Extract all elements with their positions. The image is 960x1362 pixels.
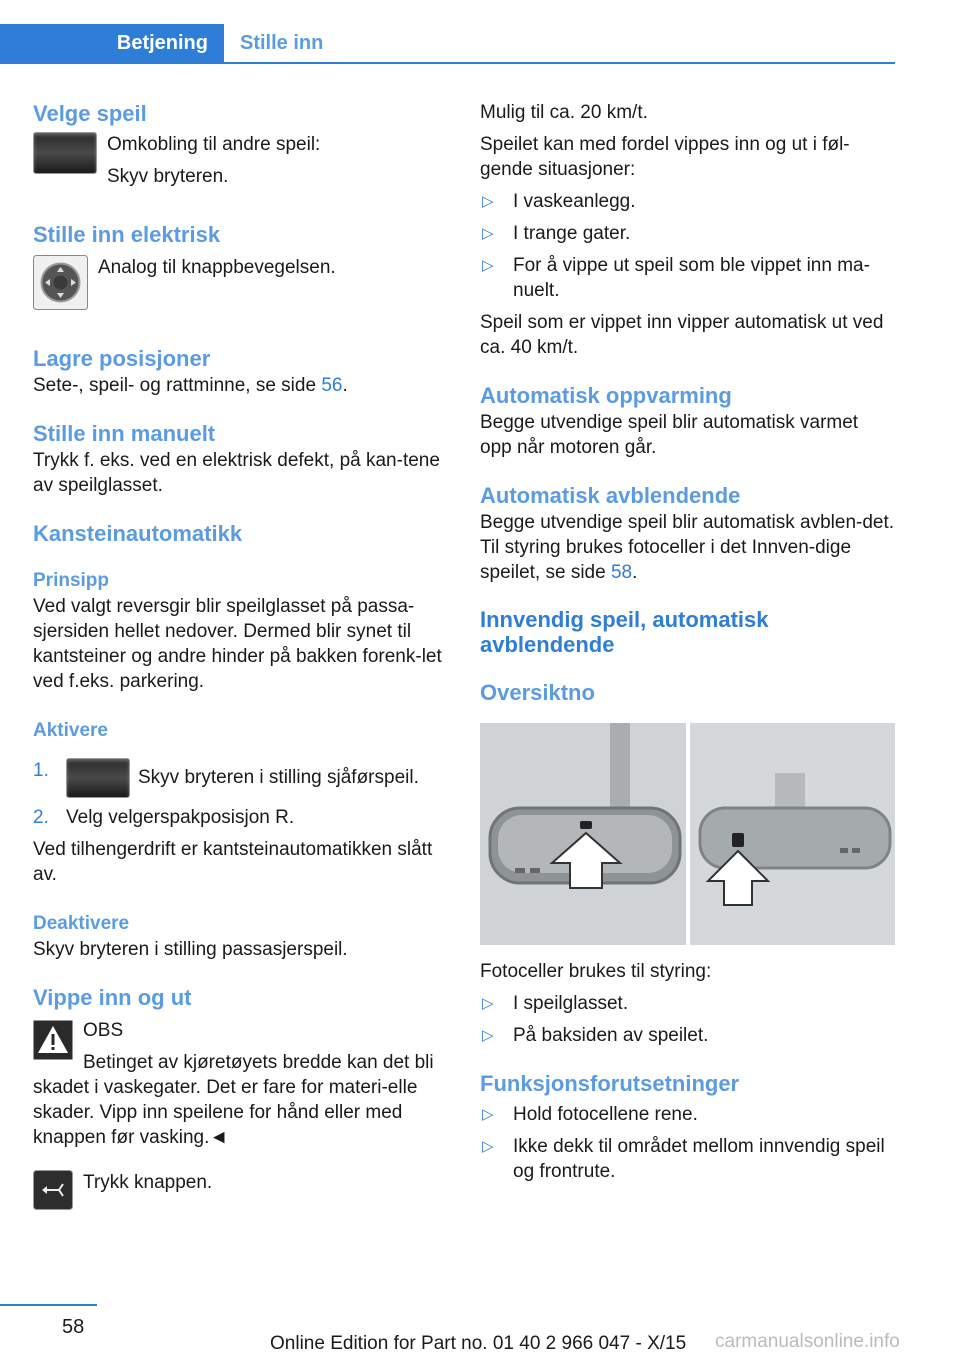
velge-speil-text-1: Omkobling til andre speil:	[107, 134, 321, 155]
automatisk-avblendende-heading: Automatisk avblendende	[480, 483, 741, 508]
lagre-posisjoner-text: Sete-, speil- og rattminne, se side 56.	[33, 375, 348, 396]
trykk-block	[33, 1170, 443, 1210]
avblendende-text: Begge utvendige speil blir automatisk avblen-det. Til styring brukes fotoceller i det Innven-dige speilet, se side 58.	[480, 512, 895, 583]
warning-block	[33, 1018, 443, 1150]
edition-text: Online Edition for Part no. 01 40 2 966 047 - X/15	[270, 1333, 687, 1354]
list-item: ▷ I speilglasset.	[482, 993, 629, 1014]
fold-mirror-button-icon	[33, 1170, 73, 1210]
mulig-text: Mulig til ca. 20 km/t.	[480, 102, 648, 123]
mirror-adjust-button-icon	[33, 255, 88, 315]
list-item: ▷ I trange gater.	[482, 223, 631, 244]
velge-speil-text-2: Skyv bryteren.	[107, 166, 229, 187]
mirror-switch-icon	[66, 758, 130, 798]
stille-inn-elektrisk-heading: Stille inn elektrisk	[33, 222, 221, 247]
manuelt-text: Trykk f. eks. ved en elektrisk defekt, på kan-tene av speilglasset.	[33, 450, 440, 496]
velge-speil-heading: Velge speil	[33, 101, 147, 126]
trykk-text: Trykk knappen.	[83, 1172, 213, 1193]
kantsteinautomatikk-heading: Kansteinautomatikk	[33, 521, 243, 546]
obs-label: OBS	[83, 1020, 124, 1041]
vippe-inn-og-ut-heading: Vippe inn og ut	[33, 985, 192, 1010]
velge-speil-block	[33, 132, 443, 189]
aktivere-list	[33, 758, 443, 830]
lagre-posisjoner-heading: Lagre posisjoner	[33, 346, 211, 371]
list-item: ▷ På baksiden av speilet.	[482, 1025, 709, 1046]
tilhenger-text: Ved tilhengerdrift er kantsteinautomatikken slått av.	[33, 839, 433, 885]
mirror-front-image	[480, 723, 686, 945]
deaktivere-heading: Deaktivere	[33, 913, 130, 934]
page-number: 58	[62, 1316, 85, 1338]
innvendig-speil-heading: Innvendig speil, automatisk avblendende	[480, 607, 769, 657]
forutsetninger-list	[480, 1102, 895, 1184]
deaktivere-text: Skyv bryteren i stilling passasjerspeil.	[33, 939, 348, 960]
funksjonsforutsetninger-heading: Funksjonsforutsetninger	[480, 1071, 740, 1096]
list-item: 1. Skyv bryteren i stilling sjåførspeil.	[33, 758, 443, 798]
elektrisk-text: Analog til knappbevegelsen.	[98, 257, 336, 278]
elektrisk-block	[33, 255, 443, 315]
vippet-text: Speil som er vippet inn vipper automatisk ut ved ca. 40 km/t.	[480, 312, 884, 358]
tab-stille-inn[interactable]: Stille inn	[240, 31, 324, 54]
prinsipp-heading: Prinsipp	[33, 570, 110, 591]
mirror-photo	[480, 723, 895, 945]
list-item: ▷ I vaskeanlegg.	[482, 191, 636, 212]
aktivere-heading: Aktivere	[33, 720, 108, 741]
list-item: ▷ Ikke dekk til området mellom innvendig speil og frontrute.	[482, 1136, 885, 1182]
tab-betjening[interactable]: Betjening	[0, 24, 224, 62]
list-item: ▷ Hold fotocellene rene.	[482, 1104, 698, 1125]
watermark: carmanualsonline.info	[715, 1331, 900, 1352]
mirror-rear-image	[690, 723, 895, 945]
warning-icon	[33, 1020, 73, 1060]
oppvarming-text: Begge utvendige speil blir automatisk varmet opp når motoren går.	[480, 412, 859, 458]
left-column	[33, 100, 443, 1210]
page-link-56[interactable]: 56	[321, 375, 343, 396]
mirror-switch-icon	[33, 132, 97, 179]
oversikt-heading: Oversiktno	[480, 680, 595, 705]
fotoceller-text: Fotoceller brukes til styring:	[480, 961, 712, 982]
situasjoner-text: Speilet kan med fordel vippes inn og ut i føl-gende situasjoner:	[480, 134, 850, 180]
list-item: 2. Velg velgerspakposisjon R.	[33, 807, 295, 828]
footer-rule	[0, 1304, 97, 1306]
prinsipp-text: Ved valgt reversgir blir speilglasset på passa-sjersiden hellet nedover. Dermed blir synet til kantsteiner og andre hinder på bakken forenk-let ved f.eks. parkering.	[33, 596, 442, 692]
automatisk-oppvarming-heading: Automatisk oppvarming	[480, 383, 732, 408]
header-bar	[0, 24, 895, 64]
obs-text: Betinget av kjøretøyets bredde kan det bli skadet i vaskegater. Det er fare for materi-elle skader. Vipp inn speilene for hånd eller med knappen før vasking.◄	[33, 1052, 434, 1148]
list-item: ▷ For å vippe ut speil som ble vippet inn ma-nuelt.	[482, 255, 870, 301]
stille-inn-manuelt-heading: Stille inn manuelt	[33, 421, 216, 446]
fotoceller-list	[480, 991, 895, 1048]
page-link-58[interactable]: 58	[610, 562, 633, 583]
right-column	[480, 100, 895, 1191]
situasjoner-list	[480, 189, 895, 303]
